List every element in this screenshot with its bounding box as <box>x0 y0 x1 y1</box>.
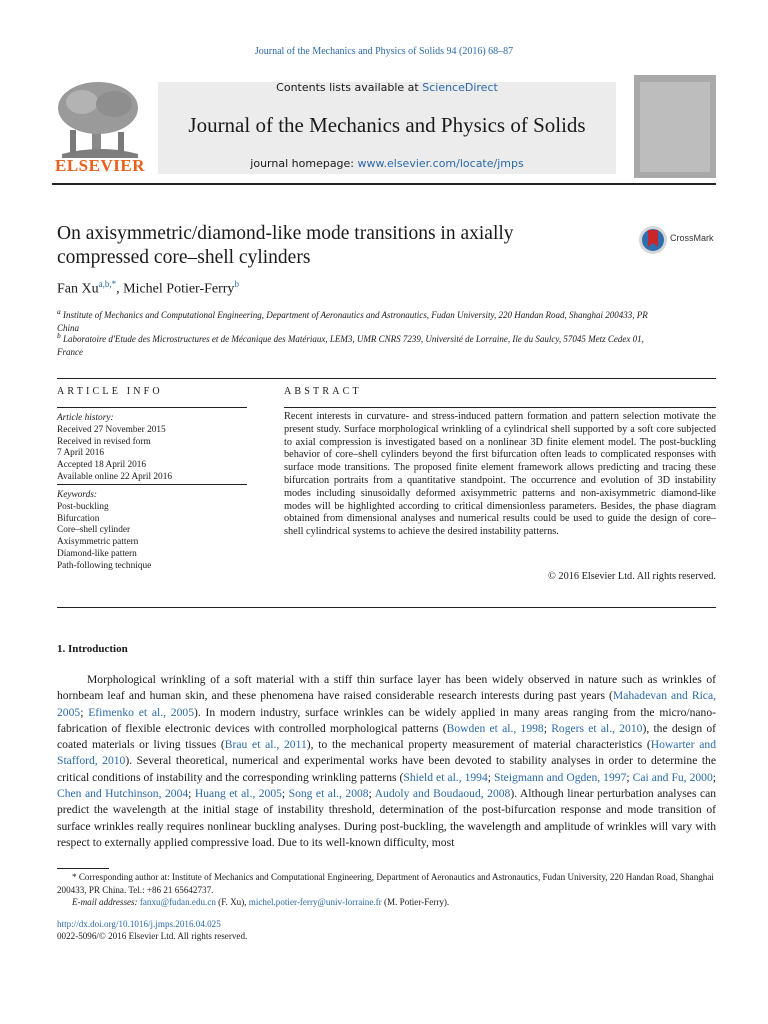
citation-link[interactable]: Rogers et al., 2010 <box>551 721 643 735</box>
introduction-paragraph <box>57 672 716 851</box>
doi-link[interactable]: http://dx.doi.org/10.1016/j.jmps.2016.04.025 <box>57 919 221 929</box>
abstract-heading: ABSTRACT <box>284 386 362 397</box>
homepage-link[interactable]: www.elsevier.com/locate/jmps <box>357 157 524 170</box>
history-item: Accepted 18 April 2016 <box>57 460 147 471</box>
email-label: E-mail addresses: <box>72 897 140 907</box>
intro-text: ). Although linear perturbation analyses can predict the wavelength at the initial stage of instability threshold, determination of the post-bifurcation response and mode transition of surface wrinkles really requires nonlinear buckling analyses. During post-buckling, the wavelength and amplitude of wrinkles will vary with respect to externally applied compressive load. Due to its well-known difficulty, most <box>57 787 717 849</box>
email-link-potier-ferry[interactable]: michel.potier-ferry@univ-lorraine.fr <box>248 897 382 907</box>
intro-text: ; <box>543 721 552 735</box>
elsevier-wordmark: ELSEVIER <box>55 156 145 175</box>
history-item: 7 April 2016 <box>57 448 105 459</box>
intro-text: ; <box>712 770 717 784</box>
affil-b-text: Laboratoire d'Etude des Microstructures et de Mécanique des Matériaux, LEM3, UMR CNRS 7239, Université de Lorraine, Ile du Saulcy, 57045 Metz Cedex 01, France <box>57 334 644 357</box>
citation-link[interactable]: Howarter and Stafford, 2010 <box>57 738 716 768</box>
keyword-item: Post-buckling <box>57 501 109 512</box>
section-rule-top <box>57 378 716 379</box>
intro-text: ), the design of coated materials or living tissues ( <box>57 721 717 752</box>
section-rule-bottom <box>57 607 716 608</box>
info-rule-2 <box>57 484 247 485</box>
keyword-item: Diamond-like pattern <box>57 548 137 559</box>
history-item: Received 27 November 2015 <box>57 424 166 435</box>
crossmark-badge[interactable] <box>638 224 722 256</box>
intro-text: ; <box>626 770 633 784</box>
affil-a-mark: a <box>57 307 61 316</box>
sciencedirect-link[interactable]: ScienceDirect <box>422 81 498 94</box>
history-item: Received in revised form <box>57 436 151 447</box>
paper-title-line-1: On axisymmetric/diamond-like mode transitions in axially <box>57 223 514 244</box>
article-info-heading: ARTICLE INFO <box>57 386 163 397</box>
author-potier-ferry: Michel Potier-Ferry <box>123 281 235 297</box>
article-history <box>57 413 172 484</box>
citation-link[interactable]: Song et al., 2008 <box>288 787 369 801</box>
citation-link[interactable]: Steigmann and Ogden, 1997 <box>494 770 627 784</box>
intro-text: ), to the mechanical property measurement of material characteristics ( <box>306 738 651 752</box>
crossmark-icon <box>638 225 668 255</box>
email2-name: (M. Potier-Ferry). <box>381 897 450 907</box>
abstract-text: Recent interests in curvature- and stress-induced pattern formation and pattern selection motivate the present study. Surface morphological wrinkling of a cylindrical shell supported by a soft core subjected to axial compression is investigated based on a nonlinear 3D finite element model. The post-buckling behavior of core–shell cylinders beyond the first bifurcation often leads to complicated responses with surface mode transitions. The proposed finite element framework allows predicting and tracing these bifurcation portraits from a quantitative standpoint. The occurrence and evolution of 3D instability modes including sinusoidally deformed axisymmetric patterns and non-axisymmetric diamond-like modes will be highlighted according to critical dimensionless parameters. Besides, the phase diagram obtained from dimensional analyses and numerical results could be used to guide the design of core–shell cylindrical systems to achieve the desired instability patterns. <box>284 411 716 538</box>
keywords-label: Keywords: <box>57 490 97 500</box>
paper-title <box>57 222 617 270</box>
paper-title-line-2: compressed core–shell cylinders <box>57 247 311 268</box>
intro-text: ; <box>368 787 375 801</box>
abstract-copyright: © 2016 Elsevier Ltd. All rights reserved. <box>548 571 716 582</box>
issn-copyright: 0022-5096/© 2016 Elsevier Ltd. All rights reserved. <box>57 931 248 941</box>
footnote-rule <box>57 868 109 869</box>
introduction-heading: 1. Introduction <box>57 643 128 655</box>
intro-text: Morphological wrinkling of a soft material with a stiff thin surface layer has been widely observed in nature such as wrinkles of hornbeam leaf and human skin, and these phenomena have raised considerable research interests during past years ( <box>57 673 716 703</box>
citation-link[interactable]: Bowden et al., 1998 <box>446 721 544 735</box>
contents-prefix: Contents lists available at <box>276 81 423 94</box>
author-line <box>57 279 239 298</box>
homepage-line <box>158 157 616 170</box>
journal-reference[interactable]: Journal of the Mechanics and Physics of Solids 94 (2016) 68–87 <box>254 46 514 57</box>
keyword-item: Core–shell cylinder <box>57 525 131 536</box>
history-item: Available online 22 April 2016 <box>57 471 172 482</box>
email-link-xu[interactable]: fanxu@fudan.edu.cn <box>139 897 216 907</box>
author-separator: , <box>116 281 124 297</box>
author-fan-xu: Fan Xu <box>57 281 99 297</box>
journal-title: Journal of the Mechanics and Physics of Solids <box>188 113 586 137</box>
affiliation-b <box>57 329 657 359</box>
keywords-list <box>57 490 151 573</box>
affil-a-text: Institute of Mechanics and Computational Engineering, Department of Aeronautics and Astronautics, Fudan University, 220 Handan Road, Shanghai 200433, PR China <box>57 310 648 333</box>
email1-name: (F. Xu), <box>215 897 249 907</box>
citation-link[interactable]: Brau et al., 2011 <box>224 738 307 752</box>
info-rule-1 <box>57 407 247 408</box>
author2-affil-marks[interactable]: b <box>234 279 239 289</box>
citation-link[interactable]: Efimenko et al., 2005 <box>88 705 194 719</box>
intro-text: ; <box>281 787 289 801</box>
journal-cover-inner <box>640 82 710 172</box>
contents-line <box>158 81 616 94</box>
author1-affil-marks[interactable]: a,b,* <box>98 279 117 289</box>
crossmark-label: CrossMark <box>670 233 714 243</box>
email-addresses <box>57 896 716 909</box>
keyword-item: Axisymmetric pattern <box>57 537 139 548</box>
citation-link[interactable]: Audoly and Boudaoud, 2008 <box>374 787 511 801</box>
intro-text: ; <box>188 787 195 801</box>
affil-b-mark: b <box>57 331 61 340</box>
keyword-item: Path-following technique <box>57 560 152 571</box>
homepage-prefix: journal homepage: <box>250 157 358 170</box>
corresponding-author-note: * Corresponding author at: Institute of Mechanics and Computational Engineering, Department of Aeronautics and Astronautics, Fudan University, 220 Handan Road, Shanghai 200433, PR China. Tel.: +86 21 65642737. <box>57 872 714 895</box>
footnote <box>57 871 716 909</box>
citation-link[interactable]: Mahadevan and Rica, 2005 <box>57 689 716 719</box>
header-rule <box>52 183 716 185</box>
intro-text: ; <box>487 770 495 784</box>
citation-link[interactable]: Shield et al., 1994 <box>403 770 488 784</box>
intro-text: ). Several theoretical, numerical and experimental works have been devoted to stability analyses in order to determine the critical conditions of instability and the corresponding wrinkling patterns ( <box>57 754 716 784</box>
history-label: Article history: <box>57 413 114 423</box>
citation-link[interactable]: Huang et al., 2005 <box>194 787 282 801</box>
intro-text: ; <box>80 705 89 719</box>
keyword-item: Bifurcation <box>57 513 100 524</box>
citation-link[interactable]: Chen and Hutchinson, 2004 <box>57 787 189 801</box>
intro-text: ). In modern industry, surface wrinkles can be widely applied in many areas ranging from the micro/nano-fabrication of flexible electronic devices with controlled morphological patterns ( <box>57 705 716 735</box>
citation-link[interactable]: Cai and Fu, 2000 <box>632 770 713 784</box>
abstract-rule <box>284 407 716 408</box>
